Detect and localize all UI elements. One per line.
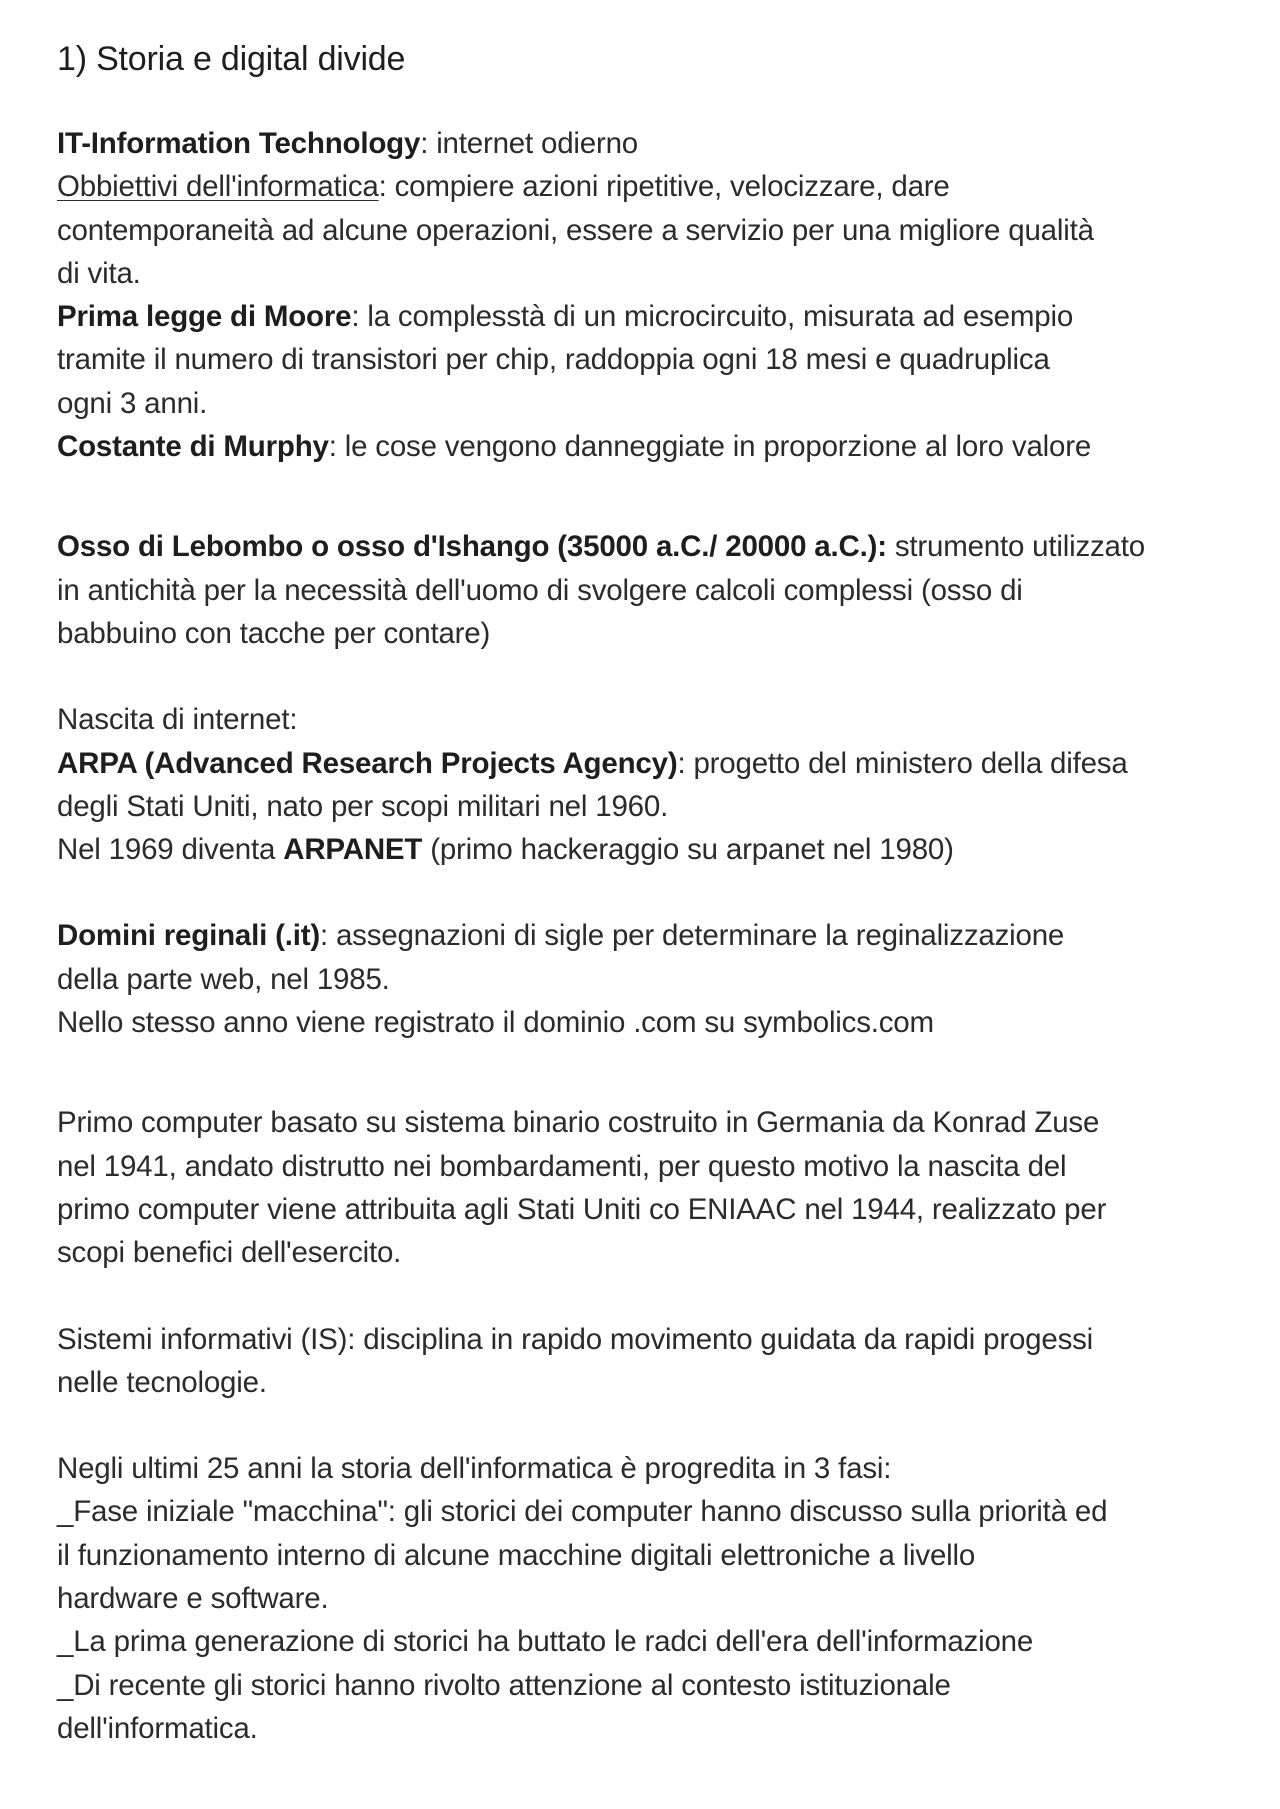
sistemi-line-1: Sistemi informativi (IS): disciplina in rapido movimento guidata da rapidi progessi — [57, 1322, 1094, 1356]
fasi-line-1: Negli ultimi 25 anni la storia dell'informatica è progredita in 3 fasi: — [57, 1452, 892, 1486]
murphy-term: Costante di Murphy — [57, 430, 329, 464]
domini-line-3: Nello stesso anno viene registrato il dominio .com su symbolics.com — [57, 1006, 934, 1040]
computer-line-3: primo computer viene attribuita agli Stati Uniti co ENIAAC nel 1944, realizzato per — [57, 1192, 1107, 1226]
fasi-line-3: il funzionamento interno di alcune macchine digitali elettroniche a livello — [57, 1538, 976, 1572]
arpanet-term: ARPANET — [283, 833, 423, 867]
murphy-line — [57, 425, 1240, 468]
arpa-line-1 — [57, 742, 1240, 785]
computer-line-2: nel 1941, andato distrutto nei bombardamenti, per questo motivo la nascita del — [57, 1149, 1067, 1183]
osso-line-1 — [57, 525, 1240, 568]
osso-line-3: babbuino con tacche per contare) — [57, 616, 491, 650]
arpa-term: ARPA (Advanced Research Projects Agency) — [57, 746, 678, 780]
domini-paragraph — [57, 914, 1240, 1044]
domini-line-1 — [57, 914, 1240, 957]
obiettivi-line-3: di vita. — [57, 256, 141, 290]
arpa-definition-1: : progetto del ministero della difesa — [677, 746, 1128, 780]
computer-paragraph — [57, 1101, 1240, 1274]
osso-definition-1: strumento utilizzato — [886, 530, 1145, 564]
moore-line-3: ogni 3 anni. — [57, 386, 208, 420]
arpanet-prefix: Nel 1969 diventa — [57, 833, 284, 867]
fasi-line-2: _Fase iniziale "macchina": gli storici dei computer hanno discusso sulla priorità ed — [57, 1495, 1108, 1529]
computer-line-4: scopi benefici dell'esercito. — [57, 1236, 402, 1270]
arpanet-line — [57, 828, 1240, 871]
moore-line-1 — [57, 295, 1240, 338]
document-body — [57, 122, 1240, 1750]
osso-term: Osso di Lebombo o osso d'Ishango (35000 a.C./ 20000 a.C.): — [57, 530, 887, 564]
osso-paragraph — [57, 525, 1240, 655]
it-line — [57, 122, 1240, 165]
arpa-line-2: degli Stati Uniti, nato per scopi militari nel 1960. — [57, 789, 669, 823]
sistemi-line-2: nelle tecnologie. — [57, 1365, 267, 1399]
domini-line-2: della parte web, nel 1985. — [57, 962, 390, 996]
fasi-line-5: _La prima generazione di storici ha buttato le radci dell'era dell'informazione — [57, 1625, 1034, 1659]
obiettivi-definition-1: : compiere azioni ripetitive, velocizzare, dare — [378, 170, 950, 204]
fasi-paragraph — [57, 1447, 1240, 1750]
obiettivi-line-2: contemporaneità ad alcune operazioni, essere a servizio per una migliore qualità — [57, 213, 1094, 247]
domini-definition-1: : assegnazioni di sigle per determinare la reginalizzazione — [319, 919, 1065, 953]
obiettivi-line-1 — [57, 165, 1240, 208]
domini-term: Domini reginali (.it) — [57, 919, 320, 953]
it-definition: : internet odierno — [420, 127, 638, 160]
moore-term: Prima legge di Moore — [57, 300, 352, 334]
fasi-line-7: dell'informatica. — [57, 1711, 258, 1745]
page-title: 1) Storia e digital divide — [57, 40, 406, 78]
osso-line-2: in antichità per la necessità dell'uomo di svolgere calcoli complessi (osso di — [57, 573, 1023, 607]
moore-definition-1: : la complesstà di un microcircuito, misurata ad esempio — [351, 300, 1074, 334]
internet-intro: Nascita di internet: — [57, 703, 298, 737]
sistemi-paragraph — [57, 1318, 1240, 1405]
internet-paragraph — [57, 698, 1240, 871]
fasi-line-6: _Di recente gli storici hanno rivolto attenzione al contesto istituzionale — [57, 1668, 951, 1702]
fasi-line-4: hardware e software. — [57, 1582, 329, 1616]
definitions-paragraph — [57, 122, 1240, 468]
moore-line-2: tramite il numero di transistori per chip, raddoppia ogni 18 mesi e quadruplica — [57, 343, 1050, 377]
arpanet-suffix: (primo hackeraggio su arpanet nel 1980) — [422, 833, 954, 867]
obiettivi-term: Obbiettivi dell'informatica — [57, 170, 379, 204]
it-term: IT-Information Technology — [57, 127, 421, 160]
murphy-definition: : le cose vengono danneggiate in proporzione al loro valore — [328, 430, 1092, 464]
computer-line-1: Primo computer basato su sistema binario costruito in Germania da Konrad Zuse — [57, 1106, 1100, 1140]
